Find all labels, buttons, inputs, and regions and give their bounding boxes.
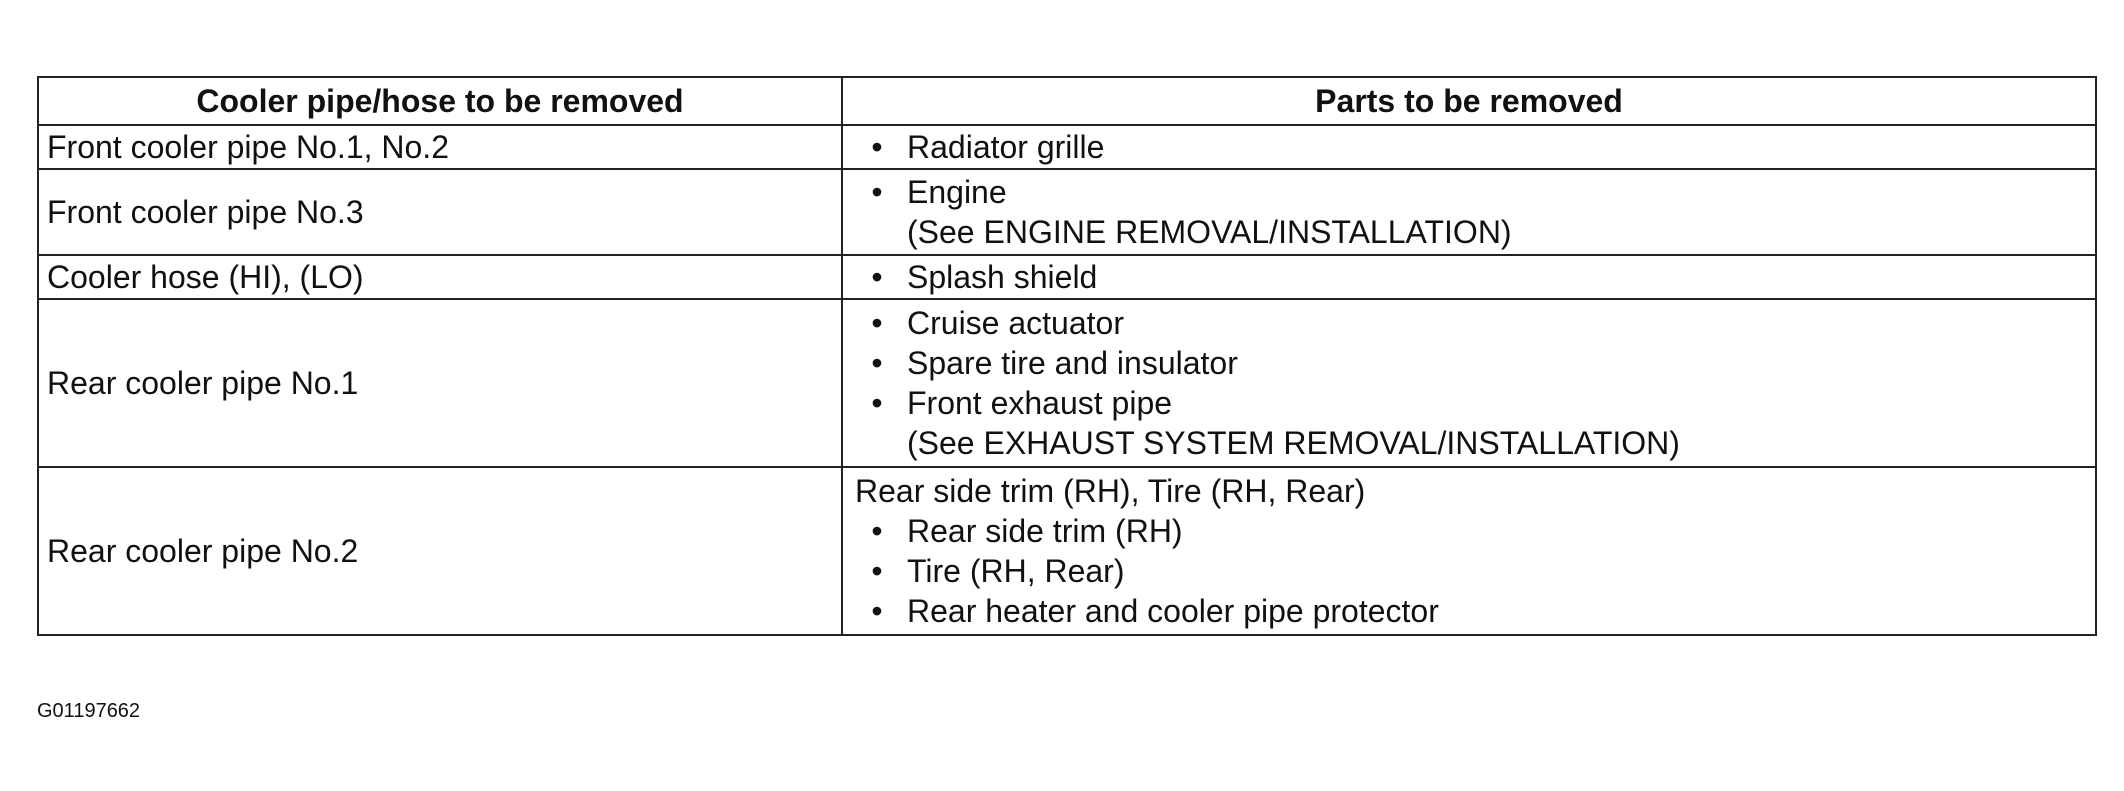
header-pipe-hose: Cooler pipe/hose to be removed (38, 77, 842, 125)
part-name: Front exhaust pipe (907, 385, 1173, 421)
pipe-cell: Rear cooler pipe No.1 (38, 299, 842, 467)
removal-table (37, 76, 2097, 636)
table-row (38, 255, 2096, 299)
parts-list (861, 172, 2087, 252)
list-item (861, 257, 2087, 297)
parts-cell (842, 255, 2096, 299)
list-item (861, 303, 2087, 343)
table-row (38, 467, 2096, 635)
list-item (861, 127, 2087, 167)
pipe-cell: Front cooler pipe No.3 (38, 169, 842, 255)
table-row (38, 299, 2096, 467)
bullet-icon: • (871, 385, 883, 421)
part-name: Rear side trim (RH) (907, 513, 1183, 549)
part-note: (See EXHAUST SYSTEM REMOVAL/INSTALLATION) (907, 425, 1680, 461)
table-header-row (38, 77, 2096, 125)
bullet-icon: • (871, 593, 883, 629)
parts-cell (842, 467, 2096, 635)
figure-id: G01197662 (37, 700, 141, 722)
bullet-icon: • (871, 553, 883, 589)
pipe-cell: Front cooler pipe No.1, No.2 (38, 125, 842, 169)
pipe-cell: Cooler hose (HI), (LO) (38, 255, 842, 299)
list-item (861, 383, 2087, 463)
part-note: (See ENGINE REMOVAL/INSTALLATION) (907, 214, 1512, 250)
part-name: Spare tire and insulator (907, 345, 1238, 381)
bullet-icon: • (871, 259, 883, 295)
bullet-icon: • (871, 174, 883, 210)
parts-cell (842, 125, 2096, 169)
list-item (861, 343, 2087, 383)
part-name: Radiator grille (907, 129, 1105, 165)
part-name: Rear heater and cooler pipe protector (907, 593, 1439, 629)
list-item (861, 511, 2087, 551)
table-row (38, 169, 2096, 255)
pipe-cell: Rear cooler pipe No.2 (38, 467, 842, 635)
list-item (861, 551, 2087, 591)
part-name: Engine (907, 174, 1007, 210)
parts-list (861, 511, 2087, 631)
part-name: Tire (RH, Rear) (907, 553, 1125, 589)
table-row (38, 125, 2096, 169)
bullet-icon: • (871, 345, 883, 381)
parts-list (861, 303, 2087, 463)
list-item (861, 591, 2087, 631)
bullet-icon: • (871, 129, 883, 165)
list-item (861, 172, 2087, 252)
part-name: Cruise actuator (907, 305, 1124, 341)
parts-cell (842, 169, 2096, 255)
parts-cell (842, 299, 2096, 467)
header-parts: Parts to be removed (842, 77, 2096, 125)
part-name: Splash shield (907, 259, 1098, 295)
parts-summary: Rear side trim (RH), Tire (RH, Rear) (855, 473, 1366, 509)
bullet-icon: • (871, 513, 883, 549)
bullet-icon: • (871, 305, 883, 341)
parts-list (861, 257, 2087, 297)
parts-list (861, 127, 2087, 167)
